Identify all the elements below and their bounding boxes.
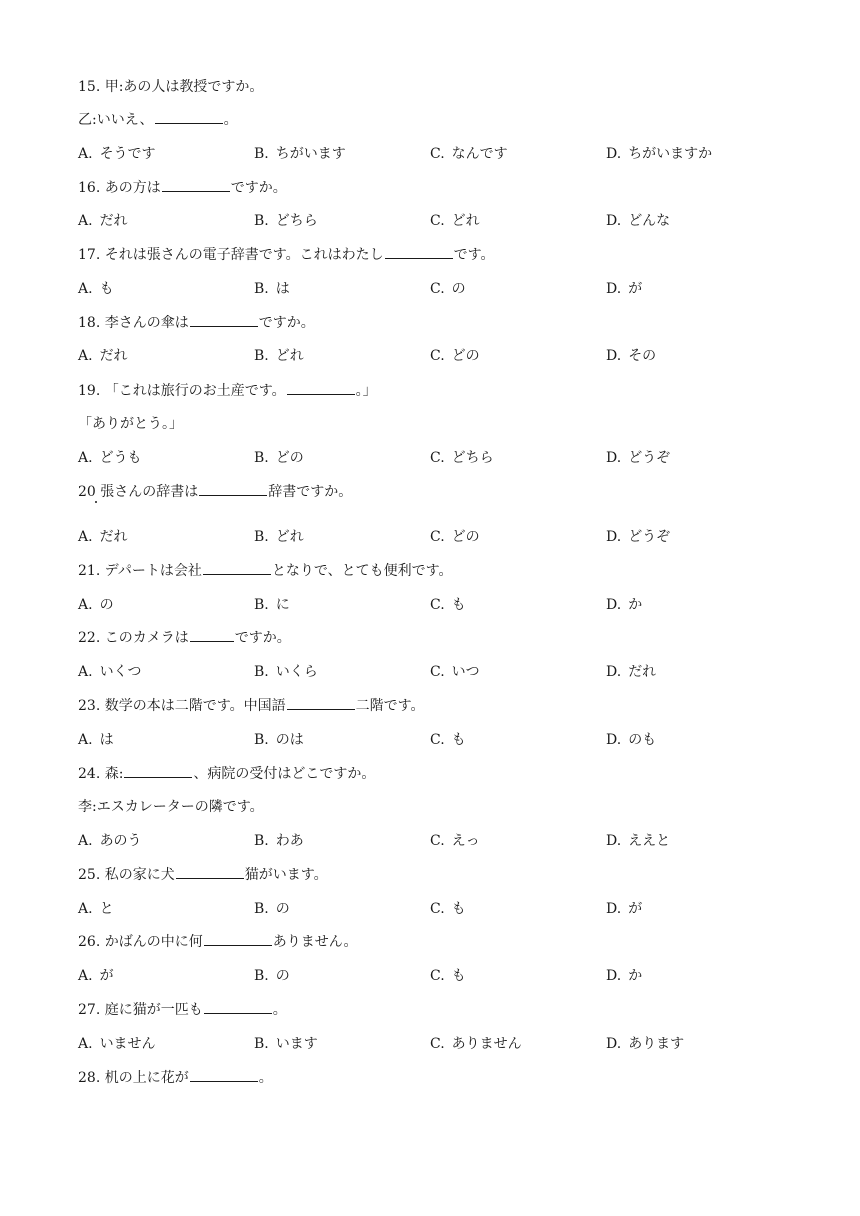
answer-blank — [190, 313, 258, 327]
q19-option-d — [606, 447, 670, 467]
option-text: は — [275, 281, 290, 297]
option-text: の — [99, 597, 114, 613]
q21-option-b — [254, 594, 290, 614]
option-letter: B. — [254, 597, 269, 613]
option-letter: C. — [430, 146, 445, 162]
answer-blank — [203, 561, 271, 575]
option-letter: D. — [606, 833, 622, 849]
q19-line-1 — [78, 413, 183, 433]
option-text: いくつ — [99, 664, 142, 680]
option-letter: D. — [606, 664, 622, 680]
option-text: どちら — [275, 213, 318, 229]
option-letter: D. — [606, 732, 622, 748]
q20-option-c — [430, 526, 480, 546]
answer-blank — [287, 381, 355, 395]
q23-option-a — [78, 729, 114, 749]
option-text: ちがいます — [275, 146, 346, 162]
q18-option-a — [78, 345, 128, 365]
question-text: 22. このカメラは — [78, 630, 189, 646]
q27-option-d — [606, 1033, 684, 1053]
question-text: 25. 私の家に犬 — [78, 867, 175, 883]
option-text: あります — [628, 1036, 685, 1052]
answer-blank — [204, 932, 272, 946]
option-letter: B. — [254, 529, 269, 545]
question-text-after: 猫がいます。 — [244, 867, 328, 883]
q18-option-d — [606, 345, 656, 365]
answer-blank — [124, 764, 192, 778]
question-text-after: ありません。 — [272, 934, 358, 950]
option-letter: C. — [430, 450, 445, 466]
answer-blank — [176, 865, 244, 879]
option-text: の — [275, 968, 290, 984]
option-letter: C. — [430, 732, 445, 748]
question-text: 20 張さんの辞書は — [78, 484, 199, 500]
q24-option-a — [78, 830, 142, 850]
q25-option-a — [78, 898, 114, 918]
option-text: のも — [628, 732, 657, 748]
option-letter: A. — [78, 1036, 93, 1052]
option-letter: A. — [78, 450, 93, 466]
q20-option-b — [254, 526, 304, 546]
option-text: も — [451, 732, 466, 748]
q15-option-d — [606, 143, 712, 163]
q27-option-a — [78, 1033, 156, 1053]
option-text: ちがいますか — [628, 146, 713, 162]
option-letter: B. — [254, 146, 269, 162]
option-letter: B. — [254, 833, 269, 849]
question-text-after: となりで、とても便利です。 — [271, 563, 453, 579]
q24-option-d — [606, 830, 670, 850]
option-text: が — [99, 968, 114, 984]
q24-option-c — [430, 830, 480, 850]
option-letter: A. — [78, 597, 93, 613]
option-text: そうです — [99, 146, 156, 162]
q15-line-0 — [78, 76, 263, 96]
option-text: も — [99, 281, 114, 297]
option-letter: D. — [606, 1036, 622, 1052]
option-letter: B. — [254, 450, 269, 466]
option-letter: D. — [606, 597, 622, 613]
q24-line-0 — [78, 763, 375, 783]
option-letter: D. — [606, 901, 622, 917]
question-text-after: ですか。 — [230, 180, 287, 196]
option-text: どれ — [275, 348, 304, 364]
answer-blank — [162, 178, 230, 192]
option-letter: A. — [78, 281, 93, 297]
q27-option-c — [430, 1033, 522, 1053]
option-letter: D. — [606, 968, 622, 984]
q24-option-b — [254, 830, 304, 850]
question-text-after: 。 — [223, 112, 238, 128]
q23-line-0 — [78, 695, 425, 715]
question-text-after: ですか。 — [258, 315, 315, 331]
answer-blank — [385, 245, 453, 259]
q17-line-0 — [78, 244, 494, 264]
q22-option-b — [254, 661, 318, 681]
q15-option-c — [430, 143, 508, 163]
option-text: わあ — [275, 833, 304, 849]
option-letter: D. — [606, 281, 622, 297]
q25-option-c — [430, 898, 466, 918]
option-text: が — [628, 281, 643, 297]
answer-blank — [190, 628, 234, 642]
question-text: 28. 机の上に花が — [78, 1070, 189, 1086]
q21-line-0 — [78, 560, 452, 580]
option-letter: C. — [430, 597, 445, 613]
q25-option-b — [254, 898, 290, 918]
option-letter: A. — [78, 901, 93, 917]
option-letter: C. — [430, 348, 445, 364]
q15-line-1 — [78, 109, 238, 129]
q26-option-d — [606, 965, 642, 985]
question-text: 27. 庭に猫が一匹も — [78, 1002, 203, 1018]
option-letter: B. — [254, 664, 269, 680]
option-text: か — [628, 597, 643, 613]
q23-option-c — [430, 729, 466, 749]
option-text: ええと — [628, 833, 671, 849]
option-text: も — [451, 968, 466, 984]
option-letter: A. — [78, 348, 93, 364]
q22-line-0 — [78, 627, 291, 647]
option-text: その — [628, 348, 657, 364]
option-letter: A. — [78, 213, 93, 229]
option-letter: C. — [430, 968, 445, 984]
q18-line-0 — [78, 312, 315, 332]
option-letter: A. — [78, 968, 93, 984]
question-text: 19. 「これは旅行のお土産です。 — [78, 383, 286, 399]
option-letter: C. — [430, 529, 445, 545]
q17-option-c — [430, 278, 466, 298]
q18-option-c — [430, 345, 480, 365]
q16-option-a — [78, 210, 128, 230]
option-letter: B. — [254, 213, 269, 229]
option-text: どうも — [99, 450, 142, 466]
option-text: どの — [275, 450, 304, 466]
option-letter: D. — [606, 146, 622, 162]
option-text: どうぞ — [628, 529, 671, 545]
option-text: いくら — [275, 664, 318, 680]
option-letter: D. — [606, 213, 622, 229]
question-text-after: です。 — [453, 247, 495, 263]
option-letter: A. — [78, 732, 93, 748]
option-letter: C. — [430, 213, 445, 229]
option-text: なんです — [451, 146, 508, 162]
answer-blank — [155, 110, 223, 124]
option-text: も — [451, 901, 466, 917]
option-letter: C. — [430, 833, 445, 849]
option-text: どの — [451, 529, 480, 545]
stray-dot — [95, 501, 97, 503]
q27-option-b — [254, 1033, 318, 1053]
option-letter: C. — [430, 901, 445, 917]
q25-option-d — [606, 898, 642, 918]
q16-line-0 — [78, 177, 287, 197]
option-text: ありません — [451, 1036, 522, 1052]
option-text: だれ — [99, 348, 128, 364]
q19-option-a — [78, 447, 142, 467]
option-letter: B. — [254, 348, 269, 364]
option-letter: D. — [606, 348, 622, 364]
option-letter: C. — [430, 281, 445, 297]
option-text: は — [99, 732, 114, 748]
option-letter: B. — [254, 732, 269, 748]
q23-option-d — [606, 729, 656, 749]
option-text: だれ — [628, 664, 657, 680]
q22-option-a — [78, 661, 142, 681]
q21-option-a — [78, 594, 114, 614]
q18-option-b — [254, 345, 304, 365]
option-letter: B. — [254, 1036, 269, 1052]
q28-line-0 — [78, 1067, 273, 1087]
option-letter: A. — [78, 529, 93, 545]
q16-option-d — [606, 210, 670, 230]
option-text: どうぞ — [628, 450, 671, 466]
q17-option-b — [254, 278, 290, 298]
question-text-after: 、病院の受付はどこですか。 — [193, 766, 376, 782]
option-letter: C. — [430, 664, 445, 680]
option-text: に — [275, 597, 290, 613]
q15-option-a — [78, 143, 156, 163]
option-letter: A. — [78, 833, 93, 849]
option-letter: B. — [254, 901, 269, 917]
option-letter: A. — [78, 664, 93, 680]
q19-line-0 — [78, 380, 377, 400]
option-text: どれ — [275, 529, 304, 545]
q22-option-c — [430, 661, 480, 681]
option-letter: B. — [254, 968, 269, 984]
option-text: えっ — [451, 833, 480, 849]
answer-blank — [287, 696, 355, 710]
option-letter: D. — [606, 450, 622, 466]
q23-option-b — [254, 729, 304, 749]
question-text: 「ありがとう。」 — [78, 416, 183, 432]
question-text: 李:エスカレーターの隣です。 — [78, 799, 264, 815]
option-text: だれ — [99, 213, 128, 229]
question-text: 16. あの方は — [78, 180, 161, 196]
question-text: 乙:いいえ、 — [78, 112, 154, 128]
q26-option-a — [78, 965, 114, 985]
option-letter: B. — [254, 281, 269, 297]
option-text: か — [628, 968, 643, 984]
q24-line-1 — [78, 796, 264, 816]
answer-blank — [199, 482, 267, 496]
option-text: のは — [275, 732, 304, 748]
q21-option-c — [430, 594, 466, 614]
question-text: 15. 甲:あの人は教授ですか。 — [78, 79, 264, 95]
answer-blank — [204, 1000, 272, 1014]
question-text-after: 。 — [258, 1070, 273, 1086]
option-text: いつ — [451, 664, 480, 680]
option-text: どちら — [451, 450, 494, 466]
option-letter: C. — [430, 1036, 445, 1052]
option-text: が — [628, 901, 643, 917]
option-text: どれ — [451, 213, 480, 229]
option-text: の — [451, 281, 466, 297]
question-text: 23. 数学の本は二階です。中国語 — [78, 698, 286, 714]
q20-line-0 — [78, 481, 352, 501]
q17-option-a — [78, 278, 114, 298]
q17-option-d — [606, 278, 642, 298]
q15-option-b — [254, 143, 346, 163]
option-letter: A. — [78, 146, 93, 162]
option-text: いません — [99, 1036, 156, 1052]
question-text: 24. 森: — [78, 766, 124, 782]
q22-option-d — [606, 661, 656, 681]
question-text-after: ですか。 — [234, 630, 291, 646]
option-text: います — [275, 1036, 318, 1052]
q16-option-c — [430, 210, 480, 230]
q16-option-b — [254, 210, 318, 230]
question-text: 21. デパートは会社 — [78, 563, 202, 579]
question-text-after: 辞書ですか。 — [268, 484, 353, 500]
option-text: あのう — [99, 833, 142, 849]
option-text: も — [451, 597, 466, 613]
option-text: だれ — [99, 529, 128, 545]
question-text-after: 。」 — [355, 383, 377, 399]
question-text-after: 。 — [272, 1002, 287, 1018]
q20-option-a — [78, 526, 128, 546]
option-text: の — [275, 901, 290, 917]
question-text: 18. 李さんの傘は — [78, 315, 189, 331]
q25-line-0 — [78, 864, 328, 884]
q27-line-0 — [78, 999, 287, 1019]
option-letter: D. — [606, 529, 622, 545]
q20-option-d — [606, 526, 670, 546]
option-text: どの — [451, 348, 480, 364]
q26-option-b — [254, 965, 290, 985]
option-text: どんな — [628, 213, 671, 229]
q19-option-c — [430, 447, 494, 467]
q19-option-b — [254, 447, 304, 467]
question-text-after: 二階です。 — [355, 698, 425, 714]
q26-line-0 — [78, 931, 358, 951]
q21-option-d — [606, 594, 642, 614]
question-text: 26. かばんの中に何 — [78, 934, 203, 950]
q26-option-c — [430, 965, 466, 985]
answer-blank — [190, 1068, 258, 1082]
question-text: 17. それは張さんの電子辞書です。これはわたし — [78, 247, 384, 263]
option-text: と — [99, 901, 114, 917]
